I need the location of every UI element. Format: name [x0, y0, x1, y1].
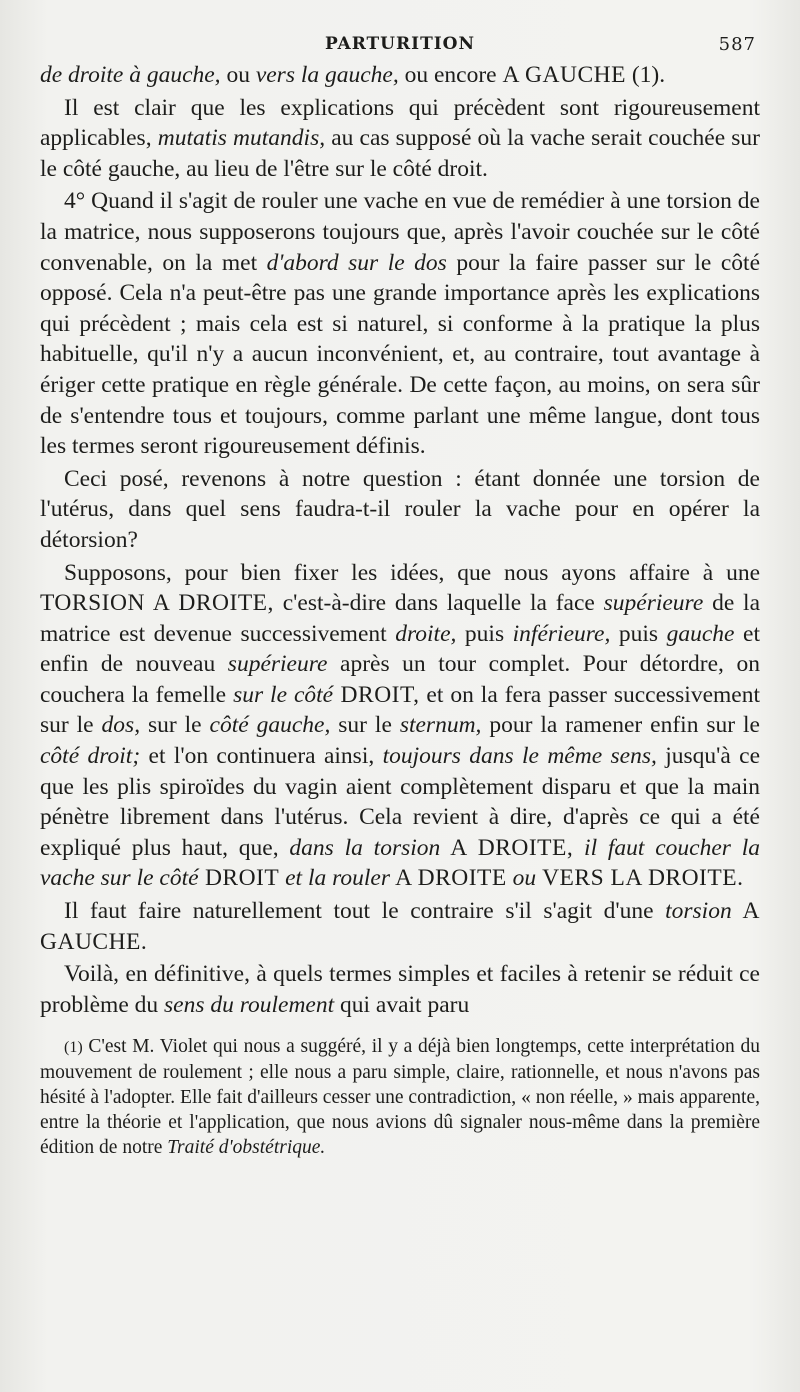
text-span: mutatis mutandis, [157, 125, 326, 152]
text-span: toujours dans le même sens, [382, 743, 657, 770]
text-span: Ceci posé, revenons à notre question : étant donnée une torsion de l'utérus, dans quel sens faudra-t-il rouler la vache pour en opérer la détorsion? [40, 465, 760, 553]
text-span: jusqu'à ce que les plis spiroïdes du vagin aient complètement disparu et que la main pénètre librement dans l'utérus. Cela revient à dire, d'après ce qui a été expliqué plus haut, que, [40, 743, 760, 861]
text-span: et l'on continuera ainsi, [140, 743, 383, 770]
text-span: Il faut faire naturellement tout le contraire s'il s'agit d'une [64, 898, 666, 925]
text-span: 4° Quand il s'agit de rouler une vache en vue de remédier à une torsion de la matrice, nous supposerons toujours que, après l'avoir couchée sur le côté convenable, on la met [40, 188, 760, 276]
text-span: droite, [395, 620, 457, 647]
text-span: vers la gauche, [255, 62, 399, 88]
page-header [40, 30, 760, 60]
text-span: TORSION A DROITE, [40, 590, 274, 617]
paragraph-3 [40, 186, 760, 461]
text-span: A GAUCHE [502, 62, 626, 88]
paragraph-1 [40, 60, 760, 91]
text-span: A GAUCHE. [40, 898, 760, 955]
text-span: Il est clair que les explications qui précèdent sont rigoureusement applicables, [40, 94, 760, 152]
running-title: PARTURITION [324, 34, 476, 54]
text-span: après un tour complet. Pour détordre, on couchera la femelle [40, 651, 761, 708]
paragraph-5 [40, 558, 760, 895]
text-span: gauche [666, 620, 735, 647]
page-number: 587 [718, 34, 756, 55]
text-span: DROIT, [333, 681, 420, 708]
text-span: d'abord sur le dos [266, 249, 447, 276]
text-span: inférieure, [512, 620, 611, 647]
footnote-mark: (1) [64, 1039, 83, 1057]
text-span: sens du roulement [164, 991, 335, 1018]
text-span: et enfin de nouveau [40, 620, 760, 678]
text-span: sternum, [399, 712, 482, 739]
text-span: A DROITE [389, 865, 507, 892]
text-span: DROIT [198, 865, 280, 892]
text-span: dos, [101, 712, 141, 739]
text-span: C'est M. Violet qui nous a suggéré, il y a déjà bien longtemps, cette interprétation du mouvement de roulement ; elle nous a paru simple, claire, rationnelle, et nous n'avons pas hésité à l'adopter. Elle fait d'ailleurs cesser une contradiction, « non réelle, » mais apparente, entre la théorie et l'application, que nous avions dû signaler nous-même dans la première édition de notre [40, 1036, 760, 1159]
footnote-1 [40, 1034, 760, 1160]
text-span: Supposons, pour bien fixer les idées, que nous ayons affaire à une [64, 559, 760, 586]
text-span: côté droit; [40, 743, 141, 770]
footnote-ref: (1). [625, 62, 666, 88]
text-span: et on la fera passer successivement sur le [40, 681, 760, 739]
paragraph-6 [40, 896, 760, 957]
body-text [40, 60, 760, 1020]
text-span: supérieure [227, 651, 328, 678]
text-span: de droite à gauche, [40, 62, 221, 88]
text-span: Traité d'obstétrique. [167, 1137, 326, 1159]
text-span: sur le [330, 712, 400, 739]
text-span: ou [220, 62, 256, 88]
text-span: côté gauche, [209, 712, 331, 739]
text-span: sur le côté [233, 681, 334, 708]
text-span: au cas supposé où la vache serait couchée sur le côté gauche, au lieu de l'être sur le côté droit. [40, 125, 760, 182]
text-span: sur le [140, 712, 210, 739]
text-span: torsion [665, 898, 732, 925]
text-span: VERS LA DROITE. [536, 865, 744, 892]
text-span: et la rouler [279, 865, 390, 892]
text-span: c'est-à-dire dans laquelle la face [273, 590, 604, 617]
text-span: dans la torsion [289, 834, 441, 861]
text-span: A DROITE, [440, 834, 574, 861]
text-span: pour la faire passer sur le côté opposé. Cela n'a peut-être pas une grande importance après les explications qui précèdent ; mais cela est si naturel, si conforme à la pratique la plus habituelle, qu'il n'y a aucun inconvénient, et, au contraire, tout avantage à ériger cette pratique en règle générale. De cette façon, au moins, on sera sûr de s'entendre tous et toujours, comme parlant une même langue, dont tous les termes seront rigoureusement définis. [40, 249, 760, 460]
text-span: il faut coucher la vache sur le côté [40, 834, 761, 892]
footnotes [40, 1034, 760, 1160]
text-span: puis [456, 620, 513, 647]
text-span: supérieure [603, 590, 704, 617]
paragraph-4 [40, 464, 760, 556]
text-span: pour la ramener enfin sur le [481, 712, 760, 739]
text-span: qui avait paru [334, 991, 470, 1018]
text-span: de la matrice est devenue successivement [40, 590, 760, 647]
paragraph-7 [40, 959, 760, 1020]
text-span: ou [506, 865, 537, 892]
text-span: ou encore [398, 62, 503, 88]
text-span: Voilà, en définitive, à quels termes simples et faciles à retenir se réduit ce problème du [40, 961, 760, 1018]
paragraph-2 [40, 93, 760, 185]
text-span: puis [610, 620, 667, 647]
